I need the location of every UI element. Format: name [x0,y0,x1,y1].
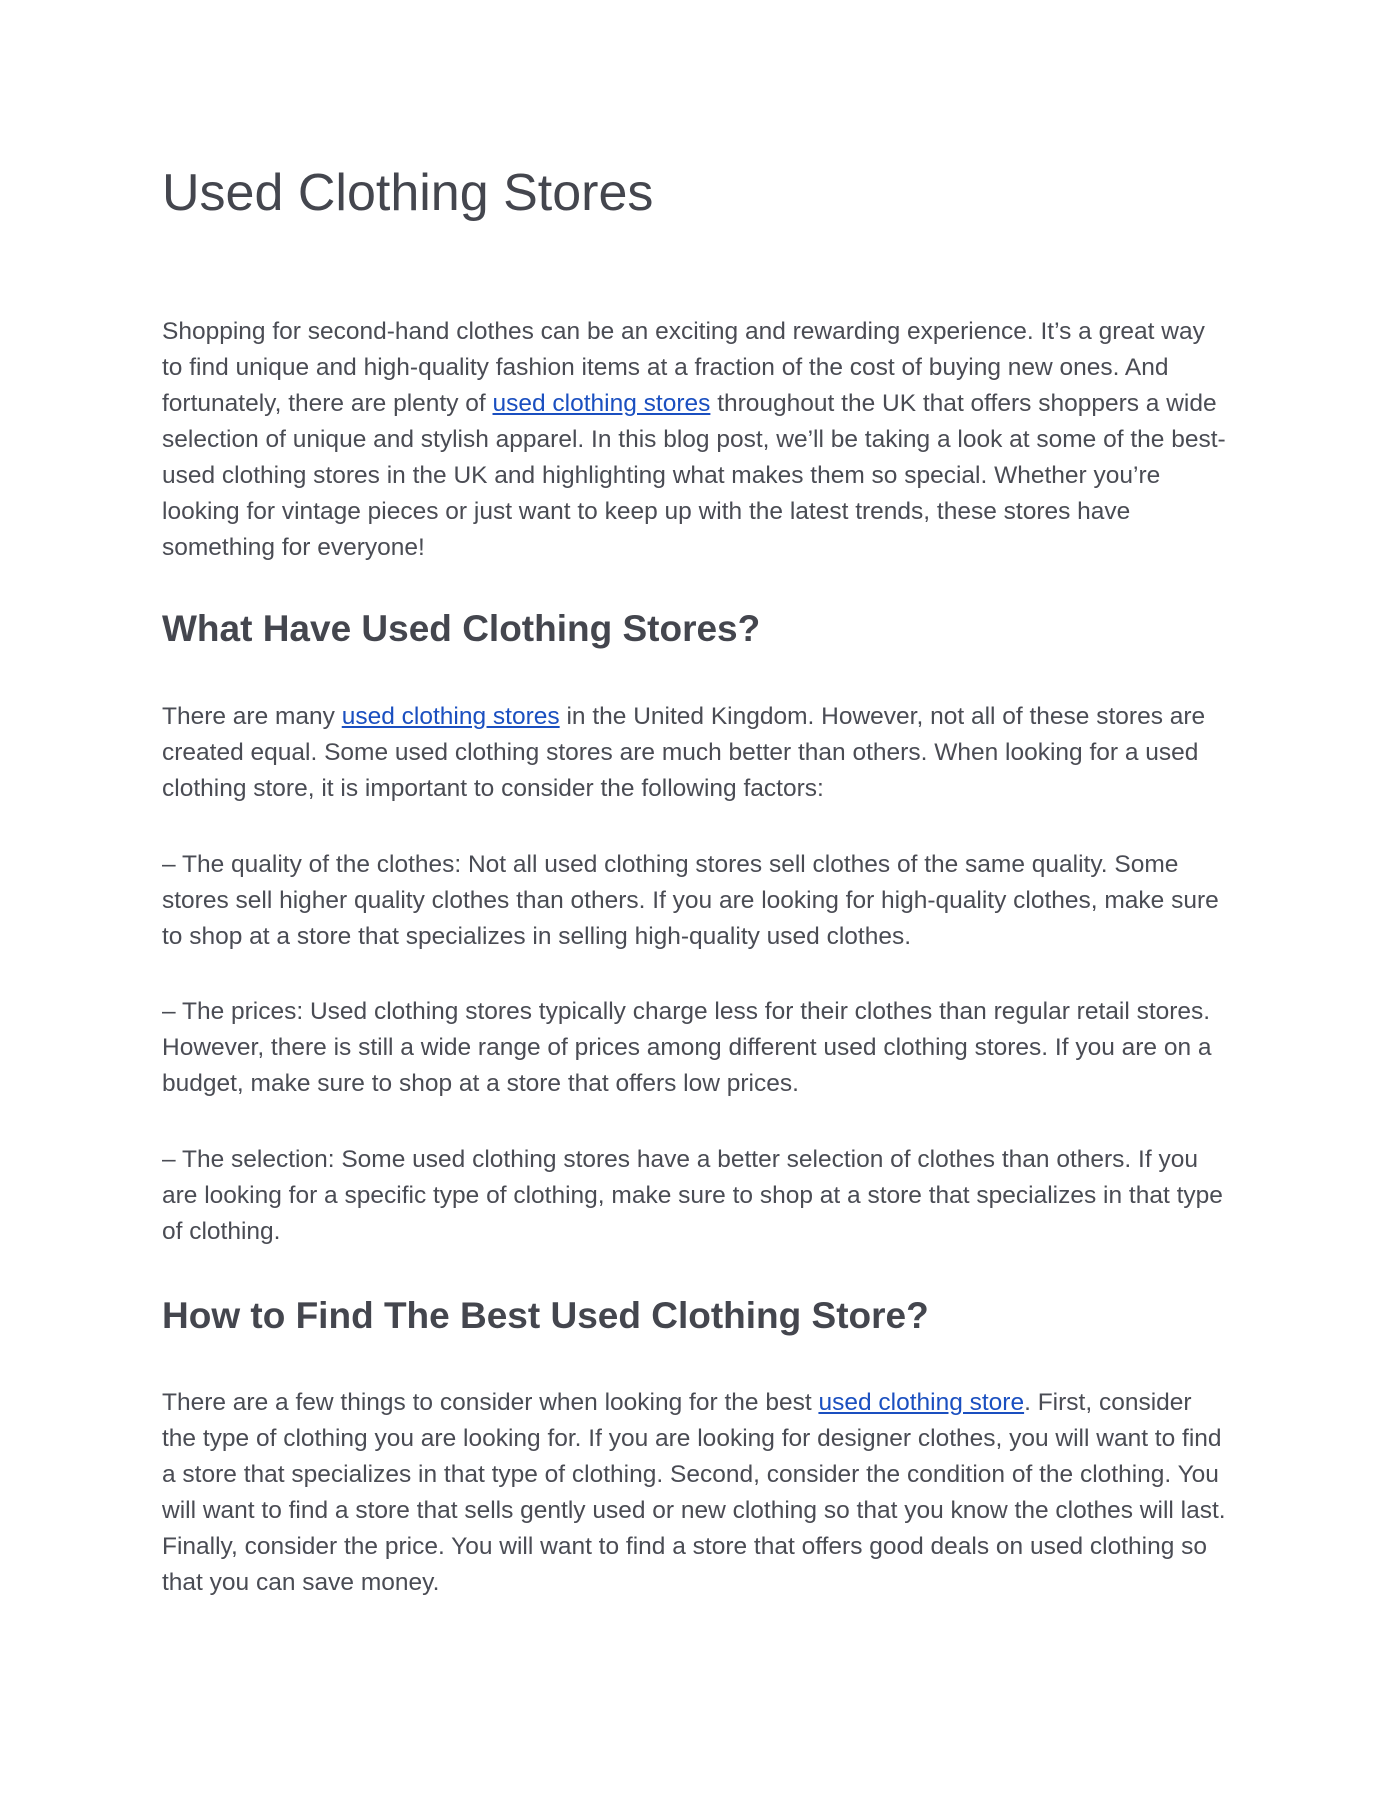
section-heading-how: How to Find The Best Used Clothing Store? [162,1295,929,1336]
used-clothing-store-link[interactable]: used clothing store [818,1389,1025,1416]
section2-text: There are a few things to consider when looking for the best [162,1389,819,1416]
factor-quality: – The quality of the clothes: Not all used clothing stores sell clothes of the same quality. Some stores sell higher quality clothes than others. If you are looking for high-quality clothes, make sure to shop at a store that specializes in selling high-quality used clothes. [162,851,1219,950]
used-clothing-stores-link-2[interactable]: used clothing stores [341,703,560,730]
section1-text-rest: in the United Kingdom. However, not all of these stores are created equal. Some used clothing stores are much better than others. When looking for a used clothing store, it is important to consider the following factors: [162,703,1206,802]
used-clothing-stores-link[interactable]: used clothing stores [492,390,711,417]
factor-selection: – The selection: Some used clothing stores have a better selection of clothes than others. If you are looking for a specific type of clothing, make sure to shop at a store that specializes in that type of clothing. [162,1146,1223,1245]
intro-paragraph [162,314,1232,566]
section-heading-what: What Have Used Clothing Stores? [162,608,761,649]
section2-paragraph [162,1385,1232,1601]
section1-text: There are many [162,703,342,730]
intro-text: Shopping for second-hand clothes can be an exciting and rewarding experience. It’s a great way to find unique and high-quality fashion items at a fraction of the cost of buying new ones. And fortunately, there are plenty of [162,318,1205,417]
factor-prices: – The prices: Used clothing stores typically charge less for their clothes than regular retail stores. However, there is still a wide range of prices among different used clothing stores. If you are on a budget, make sure to shop at a store that offers low prices. [162,998,1212,1097]
section1-paragraph [162,699,1232,807]
intro-text-rest: throughout the UK that offers shoppers a wide selection of unique and stylish apparel. In this blog post, we’ll be taking a look at some of the best-used clothing stores in the UK and highlighting what makes them so special. Whether you’re looking for vintage pieces or just want to keep up with the latest trends, these stores have something for everyone! [162,390,1226,561]
page-title: Used Clothing Stores [162,164,654,222]
section2-text-rest: . First, consider the type of clothing you are looking for. If you are looking for designer clothes, you will want to find a store that specializes in that type of clothing. Second, consider the condition of the clothing. You will want to find a store that sells gently used or new clothing so that you know the clothes will last. Finally, consider the price. You will want to find a store that offers good deals on used clothing so that you can save money. [162,1389,1226,1596]
